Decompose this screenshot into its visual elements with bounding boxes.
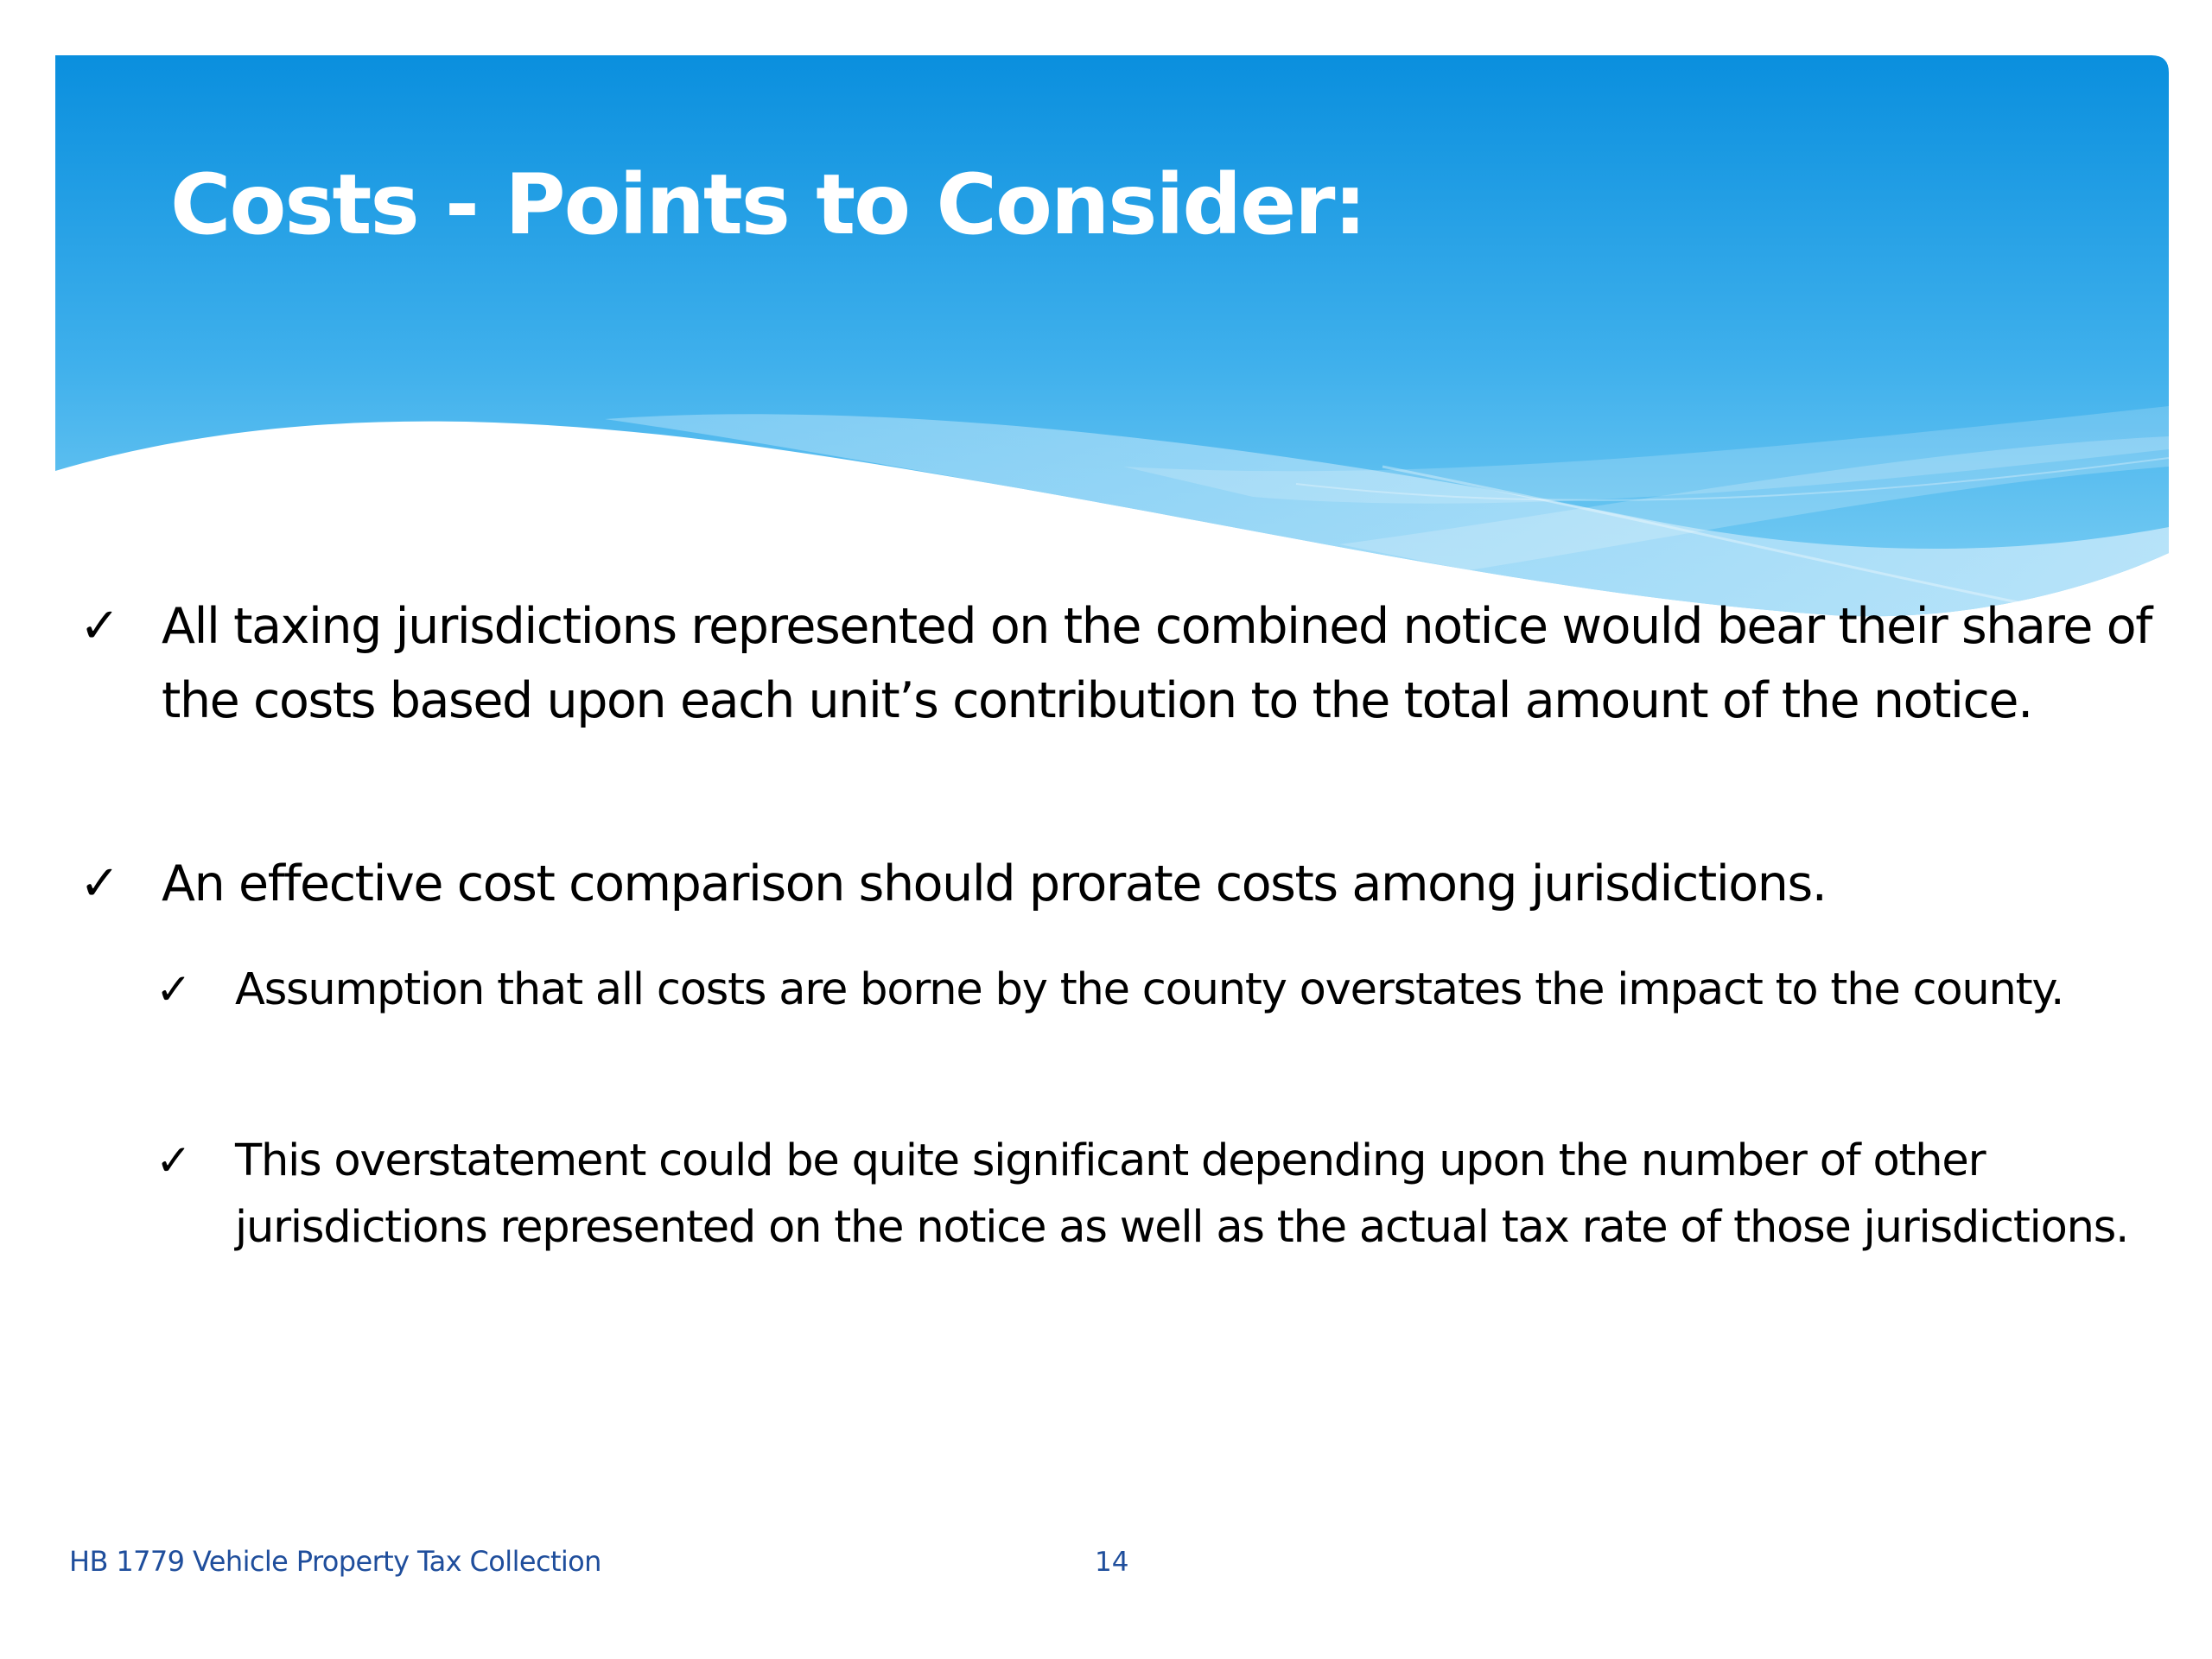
checkmark-icon: ✓ [156,1135,191,1185]
footer-title: HB 1779 Vehicle Property Tax Collection [69,1545,601,1578]
checkmark-icon: ✓ [156,964,191,1014]
sub-bullet-item [156,1128,2136,1261]
sub-bullet-item [156,957,2136,1023]
bullet-text: This overstatement could be quite significant depending upon the number of other jurisdictions represented on the notice as well as the actual tax rate of those jurisdictions. [235,1135,2129,1253]
bullet-text: An effective cost comparison should prorate costs among jurisdictions. [162,855,1827,912]
slide-title: Costs - Points to Consider: [170,156,1365,253]
bullet-text: Assumption that all costs are borne by the county overstates the impact to the county. [235,964,2064,1015]
header-banner [0,0,2212,657]
checkmark-icon: ✓ [79,598,119,654]
bullet-item [79,847,2175,921]
bullet-text: All taxing jurisdictions represented on the combined notice would bear their share of the costs based upon each unit’s contribution to the total amount of the notice. [162,598,2152,729]
bullet-item [79,589,2175,738]
checkmark-icon: ✓ [79,855,119,912]
page-number: 14 [1095,1547,1129,1578]
